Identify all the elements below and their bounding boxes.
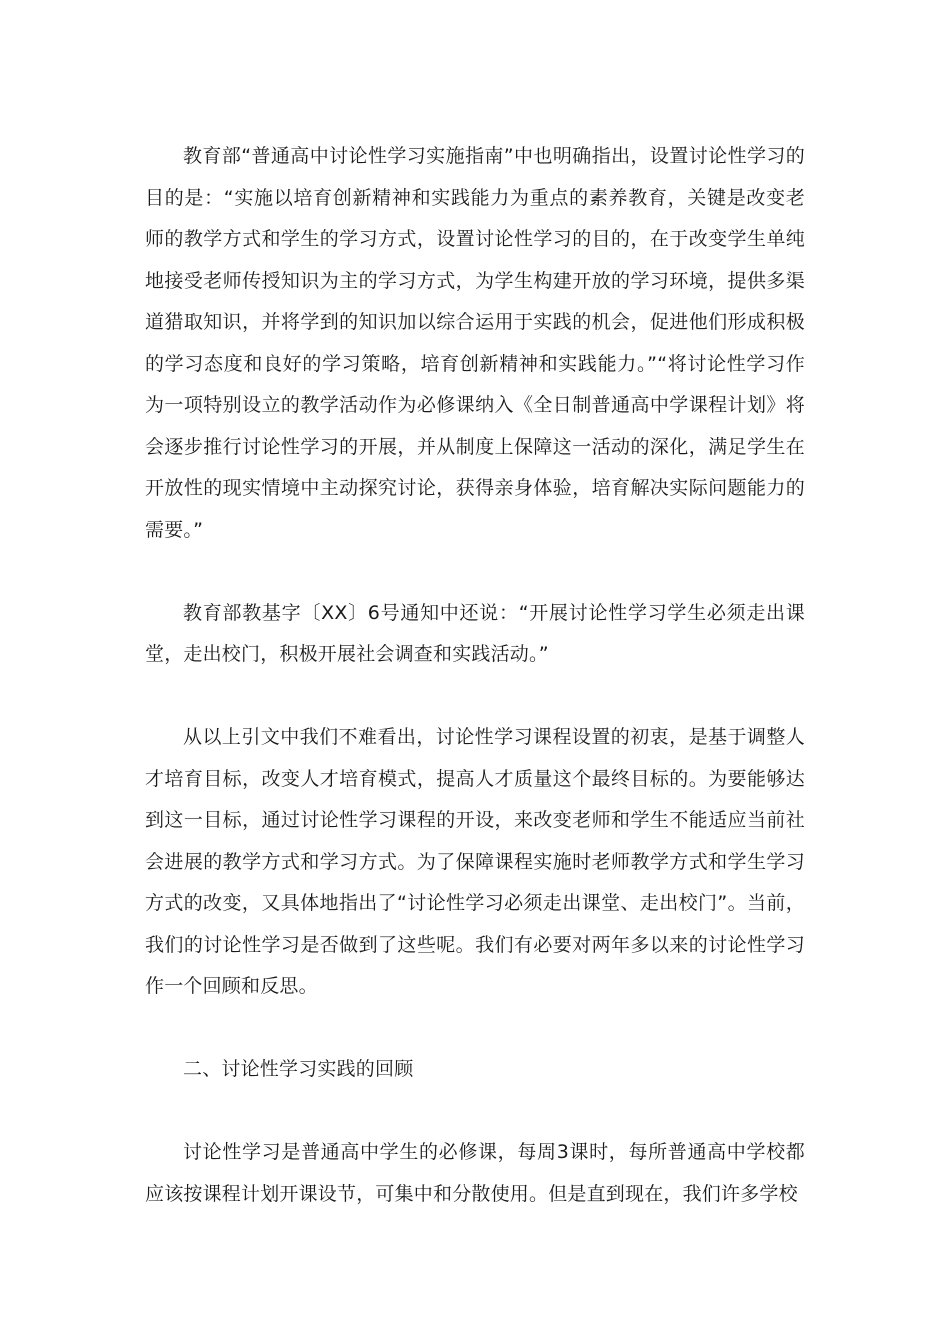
document-body [145,136,805,1257]
paragraph-review: 讨论性学习是普通高中学生的必修课，每周3课时，每所普通高中学校都应该按课程计划开课设节，可集中和分散使用。但是直到现在，我们许多学校 [145,1141,805,1205]
paragraph-notice-quote: 教育部教基字〔XX〕6号通知中还说：“开展讨论性学习学生必须走出课堂，走出校门，积极开展社会调查和实践活动。” [145,601,805,665]
section-heading: 二、讨论性学习实践的回顾 [183,1058,414,1080]
paragraph-analysis: 从以上引文中我们不难看出，讨论性学习课程设置的初衷，是基于调整人才培育目标，改变人才培育模式，提高人才质量这个最终目标的。为要能够达到这一目标，通过讨论性学习课程的开设，来改变老师和学生不能适应当前社会进展的教学方式和学习方式。为了保障课程实施时老师教学方式和学生学习方式的改变，又具体地指出了“讨论性学习必须走出课堂、走出校门”。当前，我们的讨论性学习是否做到了这些呢。我们有必要对两年多以来的讨论性学习作一个回顾和反思。 [145,726,805,997]
paragraph-guideline-quote: 教育部“普通高中讨论性学习实施指南”中也明确指出，设置讨论性学习的目的是：“实施以培育创新精神和实践能力为重点的素养教育，关键是改变老师的教学方式和学生的学习方式，设置讨论性学习的目的，在于改变学生单纯地接受老师传授知识为主的学习方式，为学生构建开放的学习环境，提供多渠道猎取知识，并将学到的知识加以综合运用于实践的机会，促进他们形成积极的学习态度和良好的学习策略，培育创新精神和实践能力。”“将讨论性学习作为一项特别设立的教学活动作为必修课纳入《全日制普通高中学课程计划》将会逐步推行讨论性学习的开展，并从制度上保障这一活动的深化，满足学生在开放性的现实情境中主动探究讨论，获得亲身体验，培育解决实际问题能力的需要。” [145,145,805,541]
